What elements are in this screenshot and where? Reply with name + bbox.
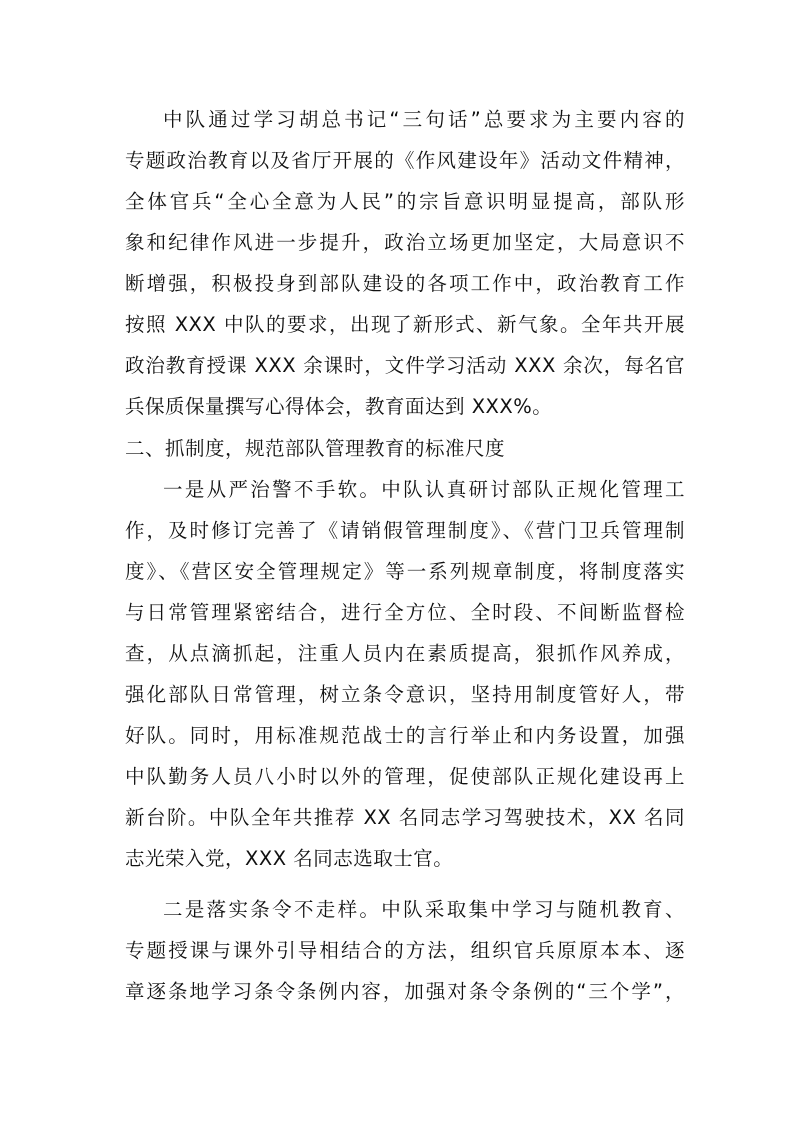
paragraph-3-line-2: 专题授课与课外引导相结合的方法，组织官兵原原本本、逐 (125, 939, 685, 962)
paragraph-1-line-1: 中队通过学习胡总书记“三句话”总要求为主要内容的 (163, 108, 685, 131)
paragraph-2-line-10: 志光荣入党，XXX 名同志选取士官。 (125, 847, 454, 870)
section-heading: 二、抓制度，规范部队管理教育的标准尺度 (125, 437, 506, 460)
paragraph-1-line-4: 象和纪律作风进一步提升，政治立场更加坚定，大局意识不 (125, 231, 685, 254)
paragraph-2-line-1: 一是从严治警不手软。中队认真研讨部队正规化管理工 (163, 478, 685, 501)
paragraph-1-line-8: 兵保质保量撰写心得体会，教育面达到 XXX%。 (125, 395, 553, 418)
paragraph-1-line-7: 政治教育授课 XXX 余课时，文件学习活动 XXX 余次，每名官 (125, 354, 685, 377)
paragraph-2-line-9: 新台阶。中队全年共推荐 XX 名同志学习驾驶技术，XX 名同 (125, 806, 685, 829)
paragraph-2-line-8: 中队勤务人员八小时以外的管理，促使部队正规化建设再上 (125, 765, 685, 788)
paragraph-2-line-6: 强化部队日常管理，树立条令意识，坚持用制度管好人，带 (125, 683, 685, 706)
paragraph-2-line-4: 与日常管理紧密结合，进行全方位、全时段、不间断监督检 (125, 601, 685, 624)
paragraph-1-line-3: 全体官兵“全心全意为人民”的宗旨意识明显提高，部队形 (125, 190, 685, 213)
paragraph-3-line-3: 章逐条地学习条令条例内容，加强对条令条例的“三个学”， (125, 980, 685, 1003)
paragraph-1-line-2: 专题政治教育以及省厅开展的《作风建设年》活动文件精神， (125, 149, 685, 172)
paragraph-1-line-5: 断增强，积极投身到部队建设的各项工作中，政治教育工作 (125, 272, 685, 295)
paragraph-2-line-7: 好队。同时，用标准规范战士的言行举止和内务设置，加强 (125, 724, 685, 747)
paragraph-1-line-6: 按照 XXX 中队的要求，出现了新形式、新气象。全年共开展 (125, 313, 685, 336)
paragraph-2-line-3: 度》、《营区安全管理规定》等一系列规章制度，将制度落实 (125, 560, 685, 583)
paragraph-2-line-5: 查，从点滴抓起，注重人员内在素质提高，狠抓作风养成， (125, 642, 685, 665)
paragraph-2-line-2: 作，及时修订完善了《请销假管理制度》、《营门卫兵管理制 (125, 519, 685, 542)
paragraph-3-line-1: 二是落实条令不走样。中队采取集中学习与随机教育、 (163, 898, 685, 921)
